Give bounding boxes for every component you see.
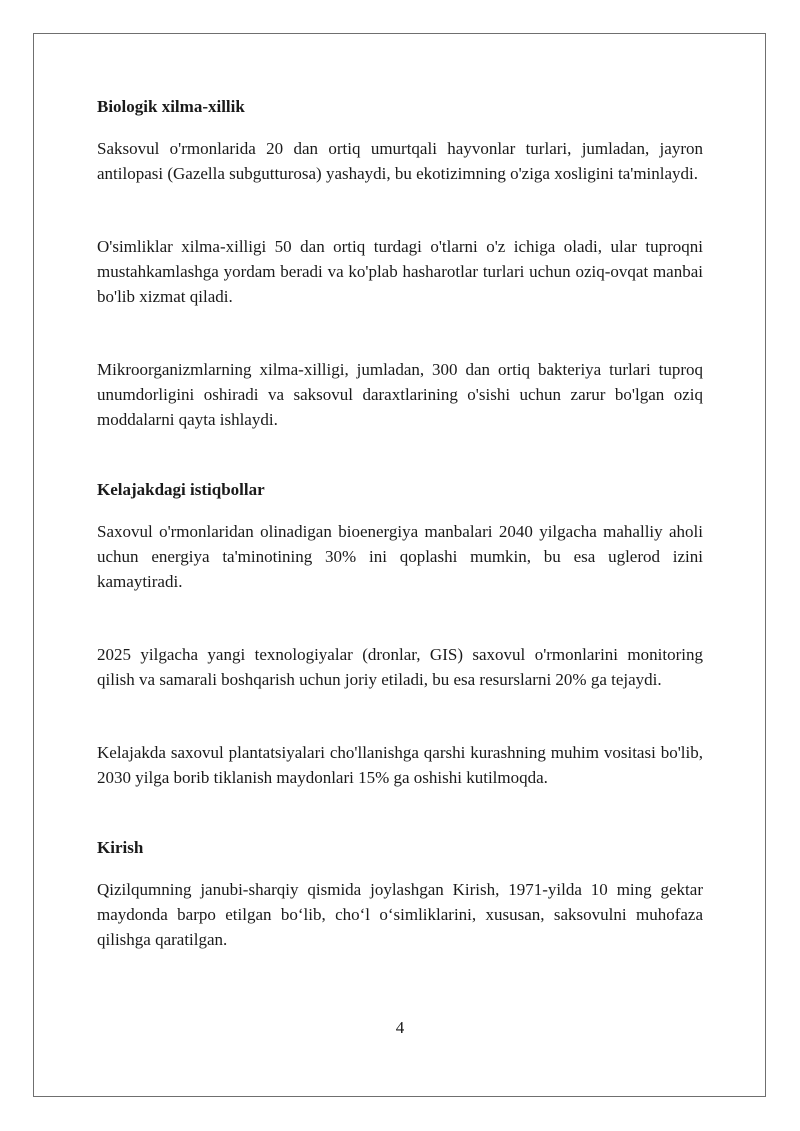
paragraph: O'simliklar xilma-xilligi 50 dan ortiq turdagi o'tlarni o'z ichiga oladi, ular tuproqni mustahkamlashga yordam beradi va ko'plab hasharotlar turlari uchun oziq-ovqat manbai bo'lib xizmat qiladi. xyxy=(97,237,703,306)
paragraph: Mikroorganizmlarning xilma-xilligi, jumladan, 300 dan ortiq bakteriya turlari tuproq unumdorligini oshiradi va saksovul daraxtlarining o'sishi uchun zarur bo'lgan oziq moddalarni qayta ishlaydi. xyxy=(97,360,703,429)
section-heading: Kirish xyxy=(97,838,144,857)
paragraph: Saxovul o'rmonlaridan olinadigan bioenergiya manbalari 2040 yilgacha mahalliy aholi uchun energiya ta'minotining 30% ini qoplashi mumkin, bu esa uglerod izini kamaytiradi. xyxy=(97,522,703,591)
page-number: 4 xyxy=(395,1018,405,1037)
section-biodiversity xyxy=(97,95,703,432)
document-body xyxy=(97,95,703,952)
paragraph: Kelajakda saxovul plantatsiyalari cho'llanishga qarshi kurashning muhim vositasi bo'lib, 2030 yilga borib tiklanish maydonlari 15% ga oshishi kutilmoqda. xyxy=(97,743,703,787)
section-heading: Biologik xilma-xillik xyxy=(97,97,245,116)
section-future-prospects xyxy=(97,478,703,790)
section-introduction xyxy=(97,836,703,952)
paragraph: Saksovul o'rmonlarida 20 dan ortiq umurtqali hayvonlar turlari, jumladan, jayron antilopasi (Gazella subgutturosa) yashaydi, bu ekotizimning o'ziga xosligini ta'minlaydi. xyxy=(97,139,703,183)
section-heading: Kelajakdagi istiqbollar xyxy=(97,480,265,499)
paragraph: 2025 yilgacha yangi texnologiyalar (dronlar, GIS) saxovul o'rmonlarini monitoring qilish va samarali boshqarish uchun joriy etiladi, bu esa resurslarni 20% ga tejaydi. xyxy=(97,645,703,689)
paragraph: Qizilqumning janubi-sharqiy qismida joylashgan Kirish, 1971-yilda 10 ming gektar maydonda barpo etilgan bo‘lib, cho‘l o‘simliklarini, xususan, saksovulni muhofaza qilishga qaratilgan. xyxy=(97,880,703,949)
